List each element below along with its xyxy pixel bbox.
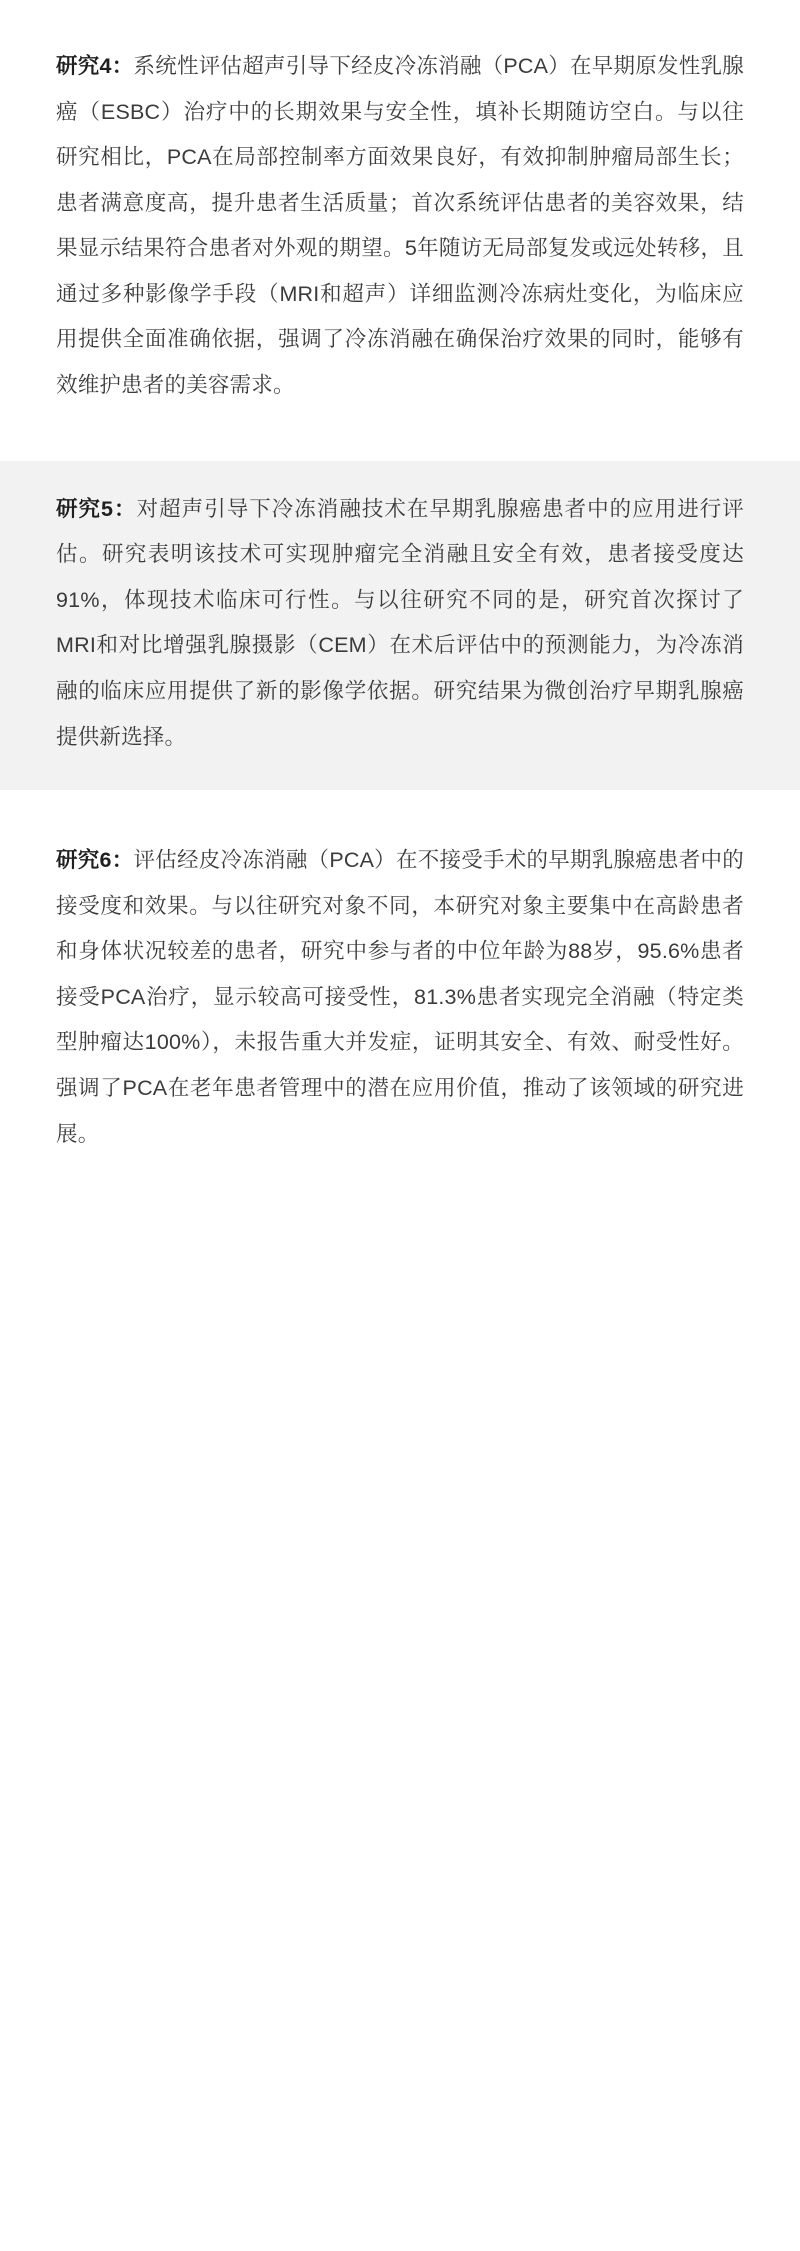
study-5-block [0,461,800,790]
study-4-label: 研究4： [56,54,134,78]
study-6-label: 研究6： [56,848,134,873]
study-5-label: 研究5： [56,496,137,521]
bottom-spacer [0,1187,800,1211]
study-4-block [0,18,800,439]
study-6-paragraph [56,838,744,1157]
study-4-paragraph [56,44,744,409]
study-5-text: 对超声引导下冷冻消融技术在早期乳腺癌患者中的应用进行评估。研究表明该技术可实现肿瘤完全消融且安全有效，患者接受度达91%，体现技术临床可行性。与以往研究不同的是，研究首次探讨了MRI和对比增强乳腺摄影（CEM）在术后评估中的预测能力，为冷冻消融的临床应用提供了新的影像学依据。研究结果为微创治疗早期乳腺癌提供新选择。 [56,496,744,749]
study-6-block [0,812,800,1187]
top-spacer [0,0,800,18]
divider-spacer-2 [0,790,800,812]
divider-spacer-1 [0,439,800,461]
study-5-paragraph [56,487,744,760]
study-4-text: 系统性评估超声引导下经皮冷冻消融（PCA）在早期原发性乳腺癌（ESBC）治疗中的长期效果与安全性，填补长期随访空白。与以往研究相比，PCA在局部控制率方面效果良好，有效抑制肿瘤局部生长；患者满意度高，提升患者生活质量；首次系统评估患者的美容效果，结果显示结果符合患者对外观的期望。5年随访无局部复发或远处转移，且通过多种影像学手段（MRI和超声）详细监测冷冻病灶变化，为临床应用提供全面准确依据，强调了冷冻消融在确保治疗效果的同时，能够有效维护患者的美容需求。 [56,54,744,398]
study-6-text: 评估经皮冷冻消融（PCA）在不接受手术的早期乳腺癌患者中的接受度和效果。与以往研究对象不同，本研究对象主要集中在高龄患者和身体状况较差的患者，研究中参与者的中位年龄为88岁，95.6%患者接受PCA治疗，显示较高可接受性，81.3%患者实现完全消融（特定类型肿瘤达100%），未报告重大并发症，证明其安全、有效、耐受性好。强调了PCA在老年患者管理中的潜在应用价值，推动了该领域的研究进展。 [56,848,744,1146]
